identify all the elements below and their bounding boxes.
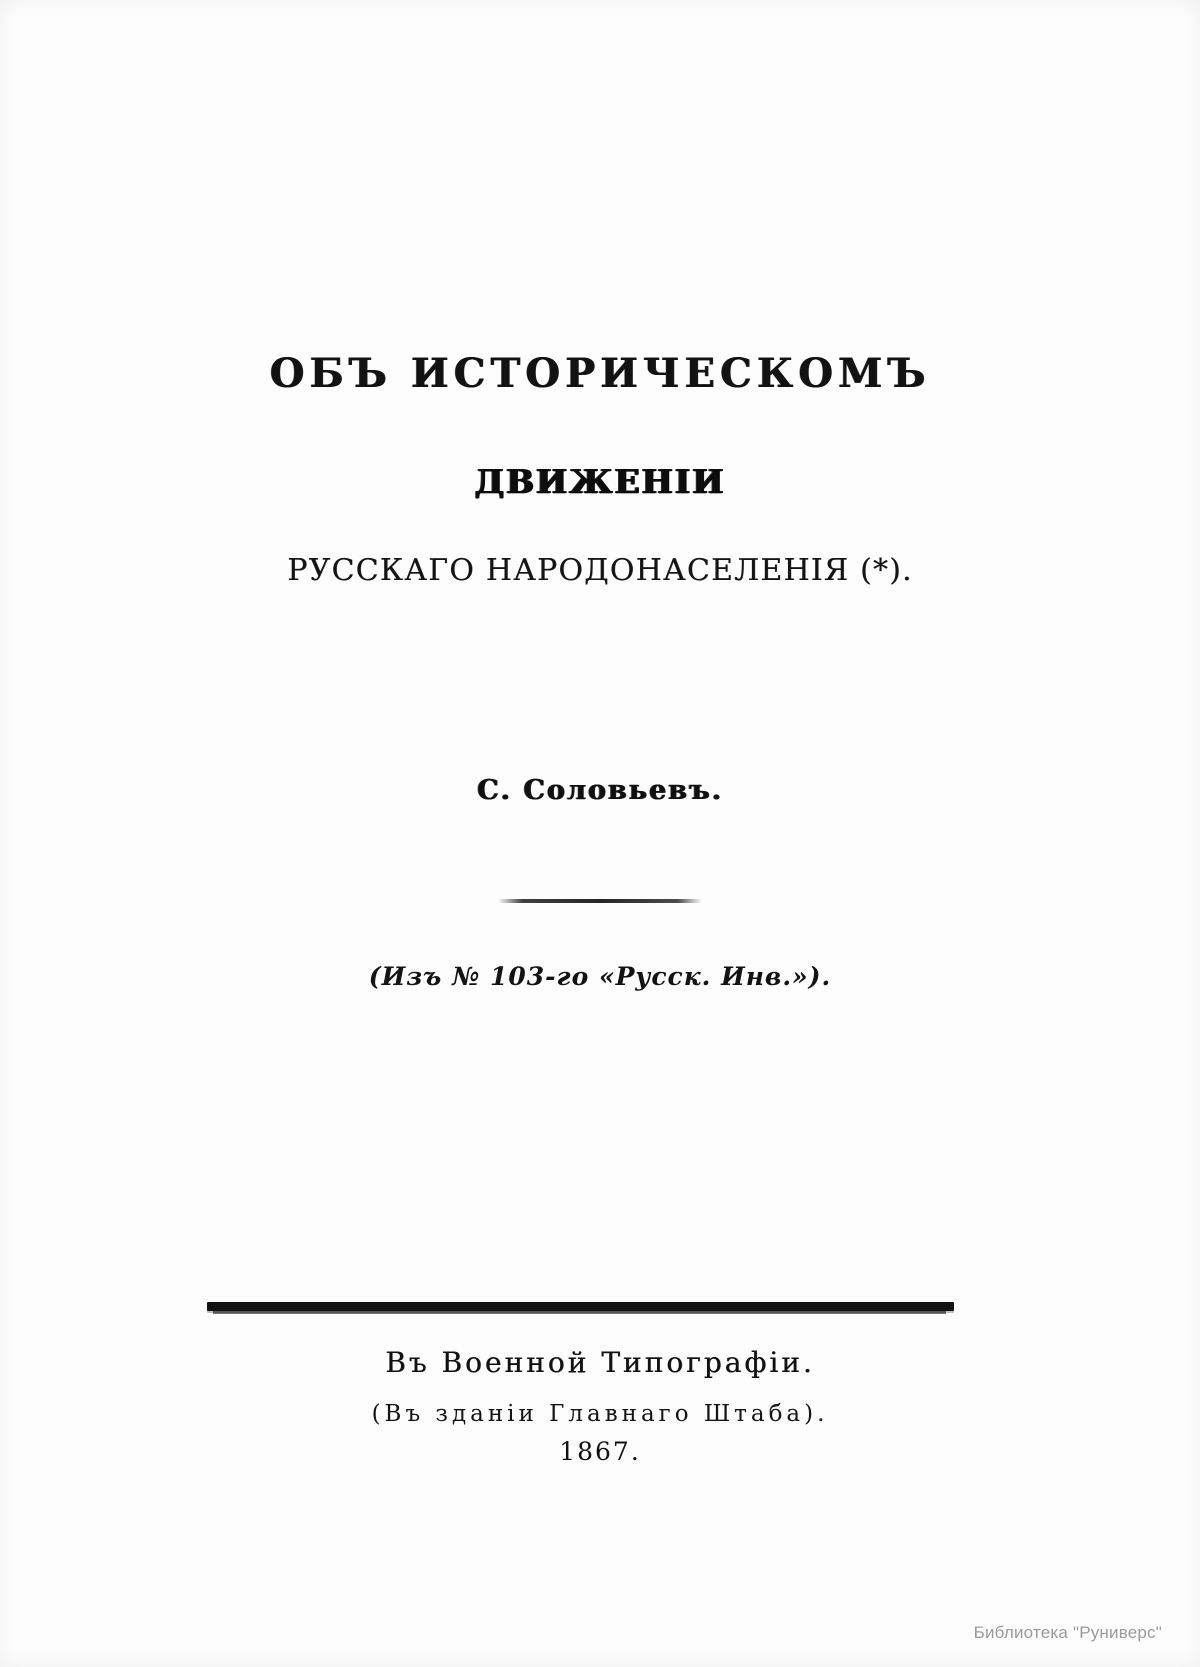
- author-name: С. Соловьевъ.: [477, 775, 723, 806]
- page-title-line-2: ДВИЖЕНІИ: [474, 462, 726, 501]
- imprint-block: [0, 1346, 1200, 1466]
- decorative-rule-long: [207, 1302, 954, 1311]
- imprint-year: 1867.: [559, 1437, 641, 1466]
- imprint-publisher: Въ Военной Типографіи.: [385, 1346, 815, 1379]
- library-watermark: Библиотека "Руниверс": [973, 1623, 1162, 1642]
- page-title-line-3: РУССКАГО НАРОДОНАСЕЛЕНІЯ (*).: [287, 553, 913, 588]
- decorative-rule-short: [498, 899, 702, 903]
- imprint-address: (Въ зданіи Главнаго Штаба).: [371, 1401, 829, 1427]
- page-title-line-1: ОБЪ ИСТОРИЧЕСКОМЪ: [269, 350, 931, 397]
- title-block: [0, 352, 1200, 588]
- source-note: (Изъ № 103-го «Русск. Инв.»).: [368, 962, 832, 991]
